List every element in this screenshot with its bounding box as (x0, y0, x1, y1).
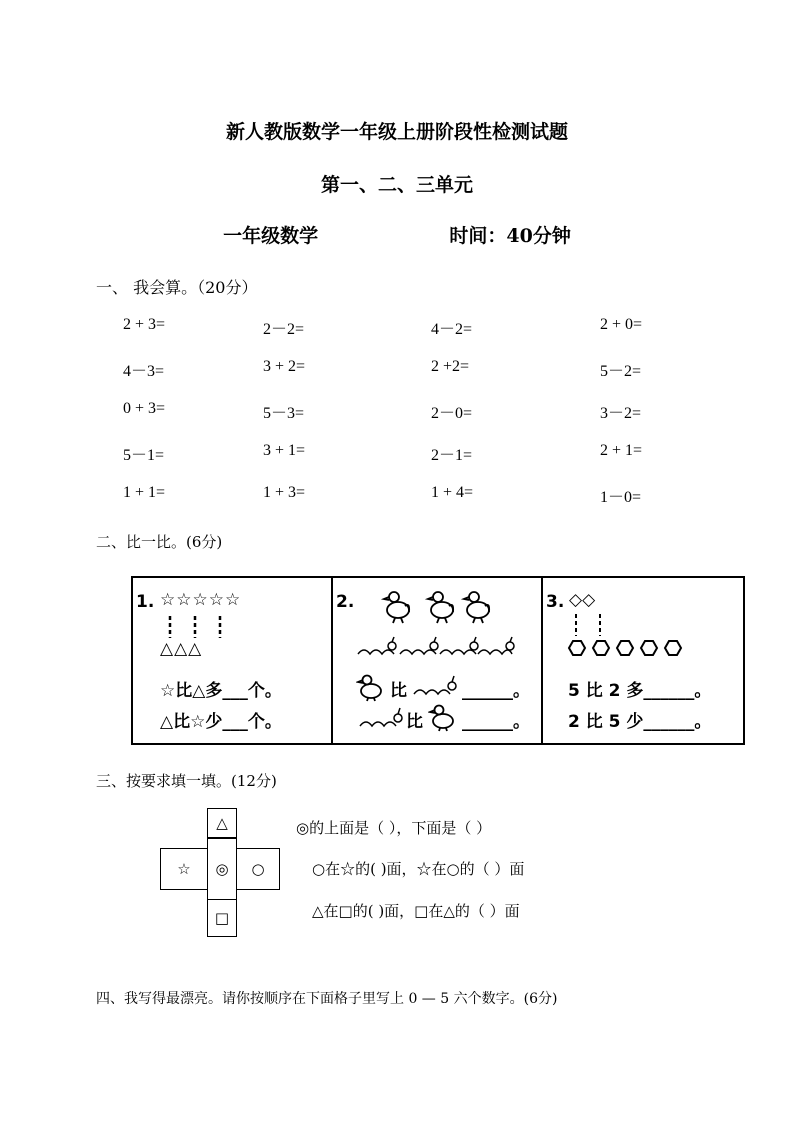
problem: 2 + 1= (600, 442, 643, 459)
problem: 2－2= (263, 321, 305, 338)
diamonds-row: ◇◇ (569, 590, 596, 610)
problem: 4－3= (123, 363, 165, 380)
problem: 1－0= (600, 489, 642, 506)
grade-time-line (0, 221, 794, 248)
section-3-title: 三、按要求填一填。(12分) (96, 772, 277, 790)
section-1-title: 一、 我会算。（20分） (96, 278, 258, 297)
panel-1-number: 1. (136, 592, 155, 612)
triangles-row: △△△ (160, 639, 203, 659)
panel-3-question-2: 2 比 5 少______。 (568, 712, 712, 732)
problem: 5－1= (123, 447, 165, 464)
section-2-title: 二、比一比。(6分) (96, 533, 223, 551)
panel-2-blank-1: ______。 (462, 681, 530, 701)
caterpillar-icons (356, 636, 516, 662)
panel-1-question-1: ☆比△多___个。 (160, 681, 282, 701)
stars-row: ☆☆☆☆☆ (160, 590, 242, 610)
problem: 2－1= (431, 447, 473, 464)
panel-3-number: 3. (546, 592, 565, 612)
problem: 3 + 1= (263, 442, 306, 459)
problem: 5－2= (600, 363, 642, 380)
position-question-3: △在□的( )面，□在△的（ ）面 (312, 902, 520, 920)
panel-divider (331, 576, 333, 745)
section-4-title: 四、我写得最漂亮。请你按顺序在下面格子里写上 0 — 5 六个数字。(6分) (96, 991, 558, 1007)
grade-label: 一年级数学 (223, 225, 319, 247)
dotted-connectors (160, 614, 240, 640)
problem: 1 + 3= (263, 484, 306, 501)
problem: 2 +2= (431, 358, 470, 375)
hexagons-row (566, 612, 696, 662)
page-subtitle: 第一、二、三单元 (320, 174, 473, 196)
panel-2-blank-2: ______。 (462, 712, 530, 732)
problem: 0 + 3= (123, 400, 166, 417)
panel-1-question-2: △比☆少___个。 (160, 712, 282, 732)
page-title: 新人教版数学一年级上册阶段性检测试题 (225, 121, 568, 143)
problem: 2 + 3= (123, 316, 166, 333)
grid-cell-center: ◎ (207, 838, 237, 900)
grid-cell-right: ○ (236, 848, 280, 890)
problem: 5－3= (263, 405, 305, 422)
problem: 1 + 1= (123, 484, 166, 501)
grid-cell-left: ☆ (160, 848, 208, 890)
panel-divider (541, 576, 543, 745)
bird-icon (428, 702, 458, 732)
panel-2-compare-word-2: 比 (406, 712, 423, 732)
problem: 2－0= (431, 405, 473, 422)
bird-icon (384, 592, 409, 623)
problem: 3 + 2= (263, 358, 306, 375)
grid-cell-bottom: □ (207, 899, 237, 937)
caterpillar-icon (412, 674, 460, 700)
panel-2-number: 2. (336, 592, 355, 612)
problem: 4－2= (431, 321, 473, 338)
grid-cell-top: △ (207, 808, 237, 838)
panel-2-compare-word-1: 比 (390, 681, 407, 701)
position-question-2: ○在☆的( )面，☆在○的（ ）面 (312, 860, 525, 878)
position-question-1: ◎的上面是（ ），下面是（ ） (296, 819, 492, 837)
problem: 1 + 4= (431, 484, 474, 501)
problem: 2 + 0= (600, 316, 643, 333)
problem: 3－2= (600, 405, 642, 422)
bird-icons (380, 588, 500, 624)
panel-3-question-1: 5 比 2 多______。 (568, 681, 712, 701)
bird-icon (356, 672, 386, 702)
time-label: 时间：40分钟 (449, 225, 571, 247)
caterpillar-icon (358, 706, 406, 732)
